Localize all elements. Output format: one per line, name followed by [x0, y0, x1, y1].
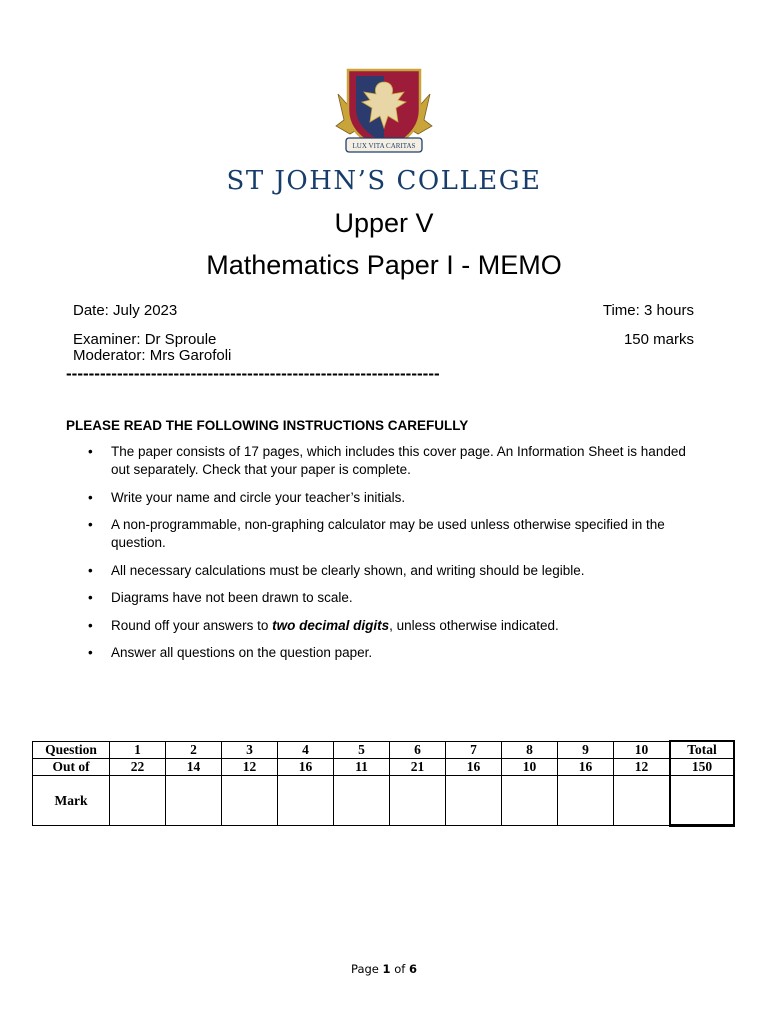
- max-mark: 10: [502, 759, 558, 776]
- question-number: 5: [334, 741, 390, 759]
- question-number: 6: [390, 741, 446, 759]
- instructions-list: [88, 443, 708, 672]
- question-number: 10: [614, 741, 671, 759]
- max-mark: 21: [390, 759, 446, 776]
- mark-cell[interactable]: [166, 776, 222, 826]
- exam-date: Date: July 2023: [73, 302, 178, 319]
- mark-allocation-table: [32, 740, 735, 827]
- mark-cell[interactable]: [390, 776, 446, 826]
- crest-motto: LUX VITA CARITAS: [352, 142, 416, 150]
- max-mark: 11: [334, 759, 390, 776]
- question-number: 3: [222, 741, 278, 759]
- instruction-item: • Write your name and circle your teacher’s initials.: [88, 489, 406, 505]
- total-header: Total: [670, 741, 734, 759]
- rounding-emphasis: two decimal digits: [272, 617, 390, 633]
- question-number: 7: [446, 741, 502, 759]
- college-name: ST JOHN’S COLLEGE: [226, 166, 542, 196]
- question-number: 8: [502, 741, 558, 759]
- total-mark-cell[interactable]: [670, 776, 734, 826]
- max-mark: 12: [222, 759, 278, 776]
- title-form: Upper V: [334, 208, 434, 238]
- page-number: 1: [382, 962, 391, 976]
- mark-cell[interactable]: [558, 776, 614, 826]
- bullet-icon: •: [88, 645, 93, 660]
- instruction-item: • Diagrams have not been drawn to scale.: [88, 590, 353, 605]
- examiner: Examiner: Dr Sproule: [73, 331, 217, 348]
- row-label-mark: Mark: [33, 776, 110, 826]
- row-label-out-of: Out of: [33, 759, 110, 776]
- instruction-item: • Answer all questions on the question paper.: [88, 645, 373, 660]
- total-max-mark: 150: [670, 759, 734, 776]
- max-mark: 16: [278, 759, 334, 776]
- instruction-item: • The paper consists of 17 pages, which includes this cover page. An Information Sheet is handed out separately. Check that your paper is complete.: [88, 444, 686, 477]
- of-word: of: [394, 962, 406, 976]
- question-number: 2: [166, 741, 222, 759]
- exam-time: Time: 3 hours: [602, 302, 694, 319]
- mark-cell[interactable]: [222, 776, 278, 826]
- mark-cell[interactable]: [110, 776, 166, 826]
- bullet-icon: •: [88, 617, 93, 633]
- mark-cell[interactable]: [502, 776, 558, 826]
- max-mark: 16: [446, 759, 502, 776]
- total-marks: 150 marks: [623, 331, 694, 348]
- max-mark: 22: [110, 759, 166, 776]
- divider-line: ------------------------------------------------------------------: [66, 364, 440, 383]
- question-number: 4: [278, 741, 334, 759]
- instruction-item: • A non-programmable, non-graphing calculator may be used unless otherwise specified in the question.: [88, 517, 665, 550]
- question-number: 1: [110, 741, 166, 759]
- instruction-item: • All necessary calculations must be clearly shown, and writing should be legible.: [88, 562, 585, 578]
- bullet-icon: •: [88, 590, 93, 605]
- moderator: Moderator: Mrs Garofoli: [73, 347, 232, 364]
- question-number: 9: [558, 741, 614, 759]
- row-label-question: Question: [33, 741, 110, 759]
- question-row: [33, 741, 735, 759]
- mark-cell[interactable]: [278, 776, 334, 826]
- bullet-icon: •: [88, 562, 93, 578]
- bullet-icon: •: [88, 517, 93, 532]
- mark-row: [33, 776, 735, 826]
- bullet-icon: •: [88, 489, 93, 505]
- max-mark: 12: [614, 759, 671, 776]
- page-footer: [0, 962, 768, 976]
- page-total: 6: [408, 962, 417, 976]
- college-crest: [334, 66, 434, 162]
- mark-cell[interactable]: [334, 776, 390, 826]
- bullet-icon: •: [88, 444, 93, 459]
- max-mark: 14: [166, 759, 222, 776]
- page-word: Page: [351, 962, 379, 976]
- out-of-row: [33, 759, 735, 776]
- title-paper: Mathematics Paper I - MEMO: [206, 250, 562, 280]
- max-mark: 16: [558, 759, 614, 776]
- instructions-heading: PLEASE READ THE FOLLOWING INSTRUCTIONS CAREFULLY: [66, 418, 469, 433]
- mark-cell[interactable]: [446, 776, 502, 826]
- mark-cell[interactable]: [614, 776, 671, 826]
- instruction-item-rounding: • Round off your answers to two decimal digits, unless otherwise indicated.: [88, 617, 559, 633]
